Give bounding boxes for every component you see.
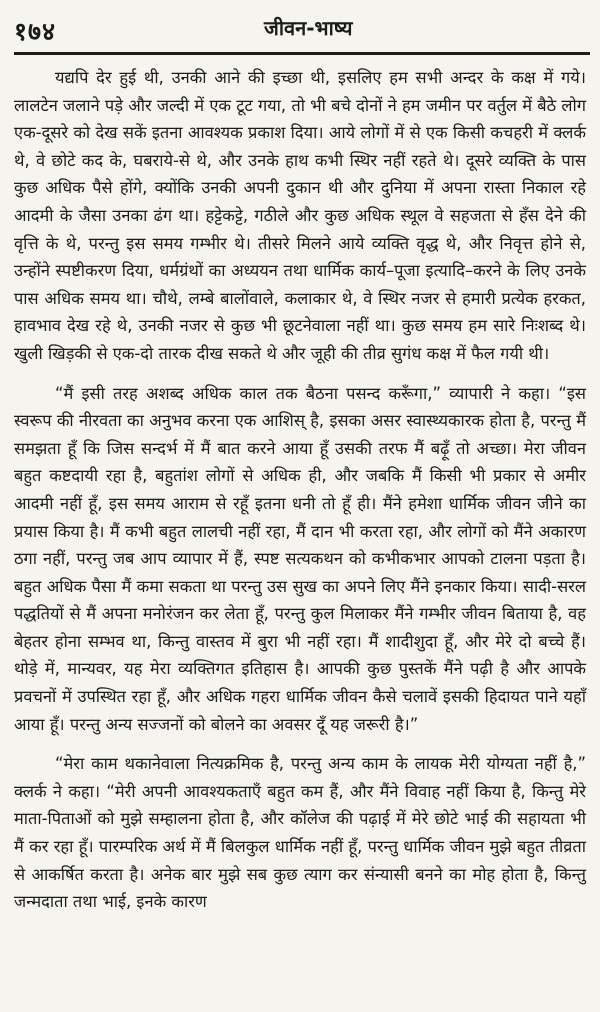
- running-title: जीवन-भाष्य: [264, 16, 353, 40]
- header-rule: [14, 52, 590, 55]
- paragraph: यद्यपि देर हुई थी, उनकी आने की इच्छा थी, इसलिए हम सभी अन्दर के कक्ष में गये। लालटेन जलाने पड़े और जल्दी में एक टूट गया, तो भी बचे दोनों ने हम जमीन पर वर्तुल में बैठे लोग एक-दूसरे को देख सकें इतना आवश्यक प्रकाश दिया। आये लोगों में से एक किसी कचहरी में क्लर्क थे, वे छोटे कद के, घबराये-से थे, और उनके हाथ कभी स्थिर नहीं रहते थे। दूसरे व्यक्ति के पास कुछ अधिक पैसे होंगे, क्योंकि उनकी अपनी दुकान थी और दुनिया में अपना रास्ता निकाल रहे आदमी के जैसा उनका ढंग था। हट्टेकट्टे, गठीले और कुछ अधिक स्थूल वे सहजता से हँस देने की वृत्ति के थे, परन्तु इस समय गम्भीर थे। तीसरे मिलने आये व्यक्ति वृद्ध थे, और निवृत्त होने से, उन्होंने स्पष्टीकरण दिया, धर्मग्रंथों का अध्ययन तथा धार्मिक कार्य–पूजा इत्यादि–करने के लिए उनके पास अधिक समय था। चौथे, लम्बे बालोंवाले, कलाकार थे, वे स्थिर नजर से हमारी प्रत्येक हरकत, हावभाव देख रहे थे, उनकी नजर से कुछ भी छूटनेवाला नहीं था। कुछ समय हम सारे निःशब्द थे। खुली खिड़की से एक-दो तारक दीख सकते थे और जूही की तीव्र सुगंध कक्ष में फैल गयी थी।: [14, 68, 586, 363]
- page-number: १७४: [14, 17, 57, 46]
- body-text: [14, 64, 586, 928]
- paragraph: “मैं इसी तरह अशब्द अधिक काल तक बैठना पसन्द करूँगा,” व्यापारी ने कहा। “इस स्वरूप की नीरवता का अनुभव करना एक आशिस् है, इसका असर स्वास्थ्यकारक होता है, परन्तु मैं समझता हूँ कि जिस सन्दर्भ में मैं बात करने आया हूँ उसकी तरफ मैं बढ़ूँ तो अच्छा। मेरा जीवन बहुत कष्टदायी रहा है, बहुतांश लोगों से अधिक ही, और जबकि मैं किसी भी प्रकार से अमीर आदमी नहीं हूँ, इस समय आराम से रहूँ इतना धनी तो हूँ ही। मैंने हमेशा धार्मिक जीवन जीने का प्रयास किया है। मैं कभी बहुत लालची नहीं रहा, मैं दान भी करता रहा, और लोगों को मैंने अकारण ठगा नहीं, परन्तु जब आप व्यापार में हैं, स्पष्ट सत्यकथन को कभीकभार आपको टालना पड़ता है। बहुत अधिक पैसा मैं कमा सकता था परन्तु उस सुख का अपने लिए मैंने इनकार किया। सादी-सरल पद्धतियों से मैं अपना मनोरंजन कर लेता हूँ, परन्तु कुल मिलाकर मैंने गम्भीर जीवन बिताया है, वह बेहतर होना सम्भव था, किन्तु वास्तव में बुरा भी नहीं रहा। मैं शादीशुदा हूँ, और मेरे दो बच्चे हैं। थोड़े में, मान्यवर, यह मेरा व्यक्तिगत इतिहास है। आपकी कुछ पुस्तकें मैंने पढ़ी है और आपके प्रवचनों में उपस्थित रहा हूँ, और अधिक गहरा धार्मिक जीवन कैसे चलावें इसकी हिदायत पाने यहाँ आया हूँ। परन्तु अन्य सज्जनों को बोलने का अवसर दूँ यह जरूरी है।”: [14, 383, 587, 734]
- paragraph: “मेरा काम थकानेवाला नित्यक्रमिक है, परन्तु अन्य काम के लायक मेरी योग्यता नहीं है,” क्लर्क ने कहा। “मेरी अपनी आवश्यकताएँ बहुत कम हैं, और मैंने विवाह नहीं किया है, किन्तु मेरे माता-पिताओं को मुझे सम्हालना होता है, और कॉलेज की पढ़ाई में मेरे छोटे भाई की सहायता भी मैं कर रहा हूँ। पारम्परिक अर्थ में मैं बिलकुल धार्मिक नहीं हूँ, परन्तु धार्मिक जीवन मुझे बहुत तीव्रता से आकर्षित करता है। अनेक बार मुझे सब कुछ त्याग कर संन्यासी बनने का मोह होता है, किन्तु जन्मदाता तथा भाई, इनके कारण: [14, 754, 586, 912]
- page-header: [14, 8, 590, 58]
